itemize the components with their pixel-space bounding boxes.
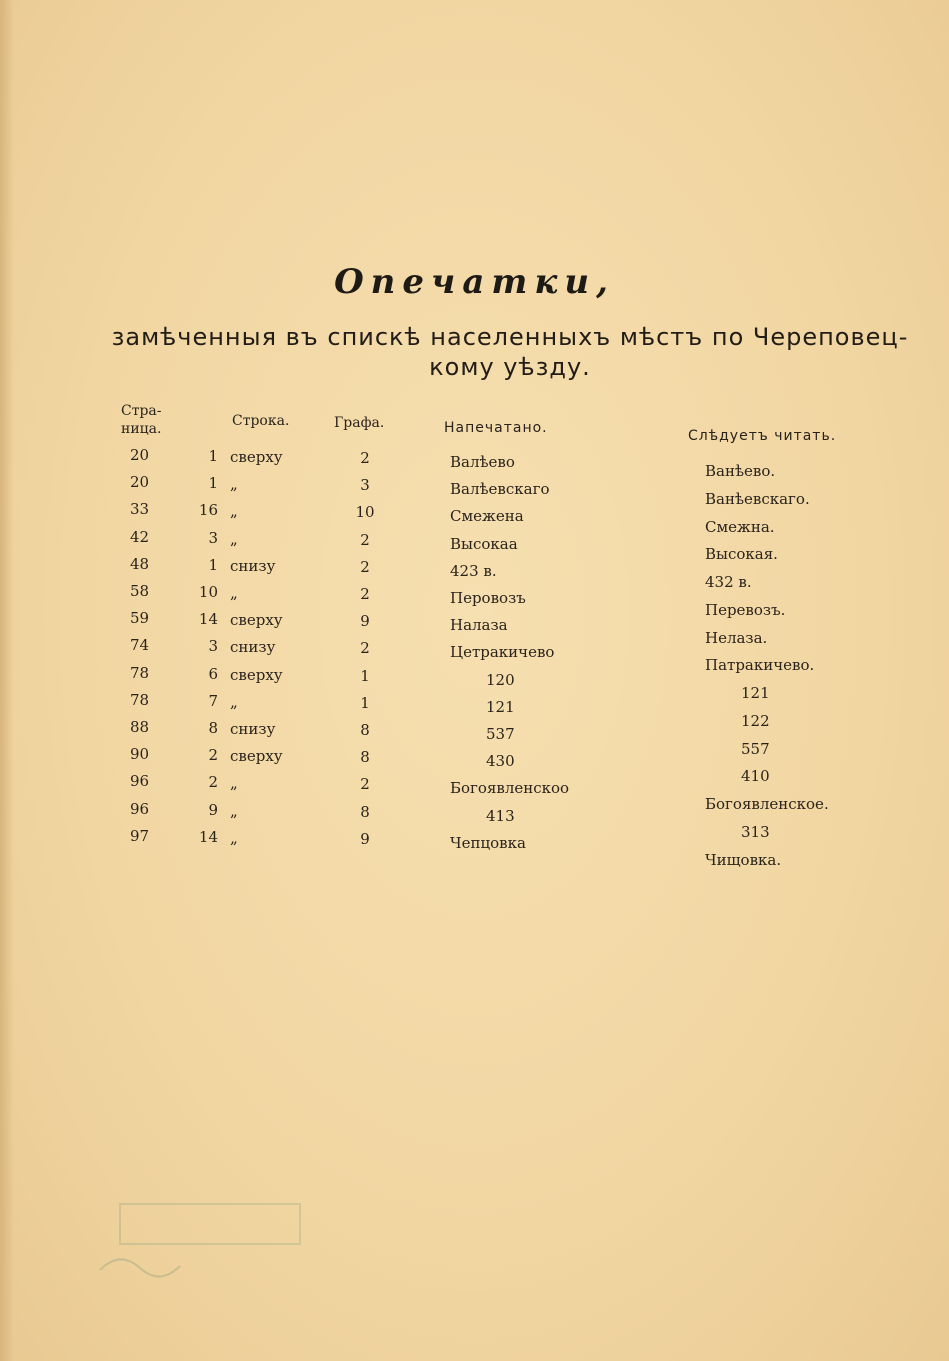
- cell-correct: Богоявленское.: [705, 795, 829, 813]
- cell-correct: Чищовка.: [705, 850, 782, 869]
- cell-correct: Перевозъ.: [705, 600, 786, 619]
- cell-correct: Ванѣево.: [705, 462, 776, 480]
- cell-page: 97: [130, 826, 150, 845]
- cell-direction: сверху: [230, 448, 283, 466]
- cell-printed: 537: [486, 725, 515, 743]
- cell-page: 48: [130, 554, 150, 573]
- header-printed: Напечатано.: [444, 420, 548, 436]
- cell-page: 96: [130, 772, 150, 791]
- cell-column: 2: [360, 775, 370, 794]
- cell-column: 9: [360, 612, 370, 631]
- cell-direction: снизу: [230, 638, 276, 657]
- header-page: [121, 402, 162, 438]
- cell-printed: Высокаа: [450, 534, 518, 553]
- cell-page: 59: [130, 609, 150, 628]
- cell-direction: снизу: [230, 720, 276, 738]
- cell-correct: 122: [741, 711, 770, 730]
- cell-direction: „: [230, 584, 238, 602]
- cell-line: 2: [208, 746, 218, 765]
- cell-correct: Нелаза.: [705, 628, 768, 647]
- cell-page: 20: [130, 446, 150, 464]
- cell-printed: Богоявленскоо: [450, 779, 570, 798]
- cell-page: 78: [130, 690, 150, 709]
- cell-line: 8: [208, 719, 218, 737]
- cell-column: 3: [360, 476, 370, 495]
- header-column: Графа.: [334, 415, 385, 431]
- cell-column: 8: [360, 802, 370, 821]
- page-title: Опечатки,: [334, 262, 615, 302]
- cell-printed: Валѣево: [450, 453, 515, 471]
- cell-printed: 121: [486, 697, 515, 716]
- cell-direction: сверху: [230, 611, 283, 630]
- cell-direction: „: [230, 774, 238, 793]
- cell-correct: 557: [741, 739, 770, 758]
- cell-column: 2: [360, 449, 370, 467]
- cell-correct: Высокая.: [705, 545, 778, 564]
- cell-line: 1: [208, 447, 218, 465]
- cell-line: 7: [208, 691, 218, 710]
- header-line: Строка.: [232, 413, 290, 429]
- cell-line: 10: [198, 583, 218, 601]
- cell-printed: Налаза: [450, 616, 508, 635]
- cell-column: 1: [360, 693, 370, 712]
- cell-direction: сверху: [230, 747, 283, 766]
- cell-direction: „: [230, 502, 238, 521]
- cell-line: 3: [208, 637, 218, 656]
- cell-page: 90: [130, 745, 150, 764]
- cell-correct: 410: [741, 767, 770, 786]
- header-should-read: Слѣдуетъ читать.: [688, 428, 837, 444]
- cell-page: 88: [130, 718, 150, 736]
- cell-direction: „: [230, 692, 238, 711]
- cell-column: 2: [360, 585, 370, 603]
- cell-correct: Патракичево.: [705, 656, 815, 675]
- cell-column: 1: [360, 666, 370, 685]
- cell-direction: снизу: [230, 556, 276, 575]
- cell-line: 1: [208, 474, 218, 493]
- subtitle-line-2: кому уѣзду.: [429, 353, 591, 381]
- header-page-line-1: Стра-: [121, 403, 162, 419]
- cell-line: 16: [198, 501, 218, 520]
- cell-line: 6: [208, 664, 218, 683]
- cell-column: 8: [360, 721, 370, 739]
- library-stamp: [90, 1200, 330, 1280]
- stamp-mark: [90, 1200, 330, 1280]
- cell-printed: 423 в.: [450, 561, 497, 580]
- cell-correct: 121: [741, 684, 770, 702]
- page-fold-shadow: [0, 0, 14, 1361]
- cell-line: 14: [198, 827, 218, 846]
- cell-printed: 120: [486, 670, 515, 689]
- cell-column: 8: [360, 748, 370, 767]
- cell-printed: 430: [486, 752, 515, 771]
- cell-direction: „: [230, 828, 238, 847]
- cell-printed: Смежена: [450, 507, 524, 526]
- cell-printed: 413: [486, 806, 515, 825]
- cell-column: 9: [360, 829, 370, 848]
- cell-direction: „: [230, 529, 238, 548]
- cell-page: 20: [130, 473, 150, 492]
- cell-page: 42: [130, 527, 150, 546]
- cell-line: 1: [208, 555, 218, 574]
- cell-printed: Валѣевскаго: [450, 480, 550, 499]
- page-subtitle: [100, 322, 920, 382]
- header-page-line-2: ница.: [121, 421, 162, 437]
- cell-page: 78: [130, 663, 150, 682]
- cell-column: 2: [360, 639, 370, 658]
- cell-printed: Чепцовка: [450, 833, 526, 852]
- cell-direction: „: [230, 475, 238, 494]
- cell-page: 58: [130, 582, 150, 600]
- cell-line: 9: [208, 800, 218, 819]
- subtitle-line-1: замѣченныя въ спискѣ населенныхъ мѣстъ по Череповец-: [111, 323, 909, 351]
- cell-column: 2: [360, 557, 370, 576]
- cell-line: 14: [198, 610, 218, 629]
- cell-page: 33: [130, 500, 150, 519]
- cell-line: 2: [208, 773, 218, 792]
- cell-direction: сверху: [230, 665, 283, 684]
- cell-correct: 313: [741, 822, 770, 841]
- cell-column: 10: [355, 503, 375, 522]
- cell-page: 96: [130, 799, 150, 818]
- cell-correct: Смежна.: [705, 517, 775, 536]
- cell-page: 74: [130, 636, 150, 655]
- cell-correct: 432 в.: [705, 573, 752, 591]
- cell-direction: „: [230, 801, 238, 820]
- cell-column: 2: [360, 530, 370, 549]
- cell-printed: Цетракичево: [450, 643, 555, 662]
- cell-line: 3: [208, 528, 218, 547]
- cell-correct: Ванѣевскаго.: [705, 489, 810, 508]
- cell-printed: Перовозъ: [450, 589, 526, 607]
